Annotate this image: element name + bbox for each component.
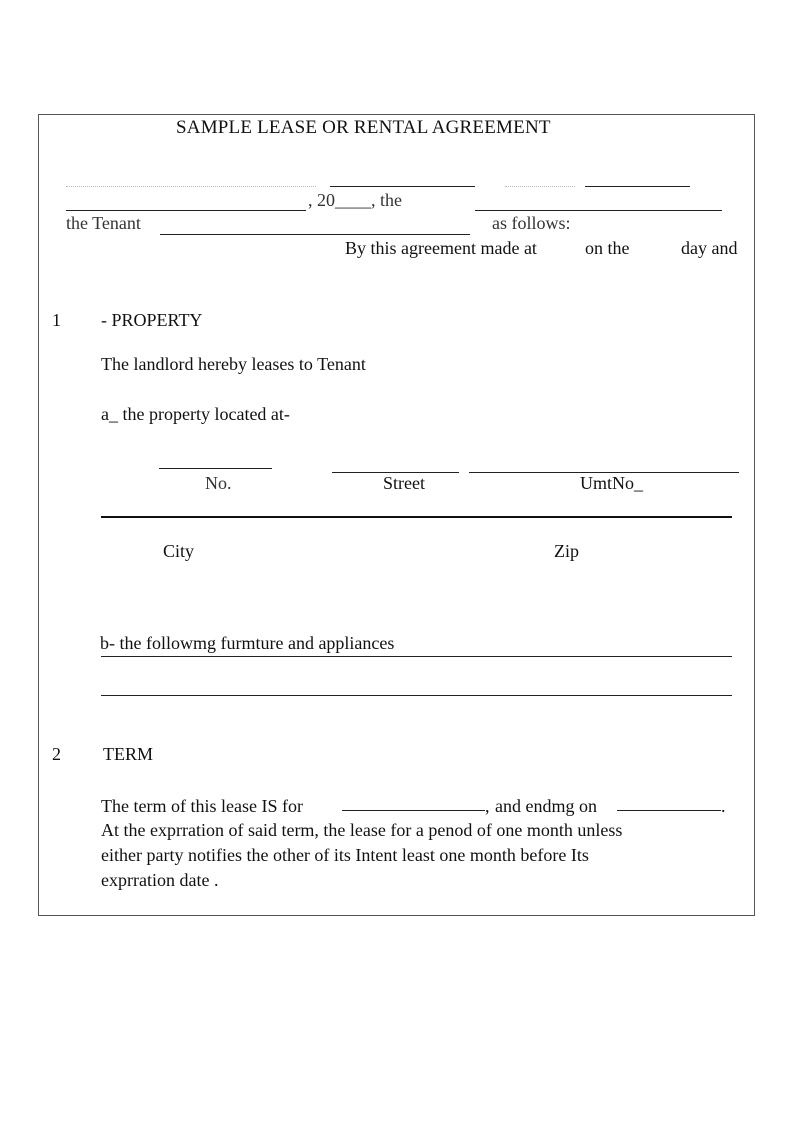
- day-and-label: day and: [681, 238, 738, 258]
- faded-blank-line: [505, 186, 575, 187]
- on-the-label: on the: [585, 238, 630, 258]
- furniture-appliances-label: b- the followmg furmture and appliances: [100, 633, 395, 653]
- city-zip-blank-line: [101, 516, 732, 518]
- term-start-text: The term of this lease IS for: [101, 796, 303, 816]
- furniture-blank-line: [101, 695, 732, 696]
- agreement-made-at: By this agreement made at: [345, 238, 537, 258]
- as-follows-label: as follows:: [492, 213, 571, 233]
- section-heading-property: - PROPERTY: [101, 310, 203, 330]
- blank-line: [585, 186, 690, 187]
- term-expiration-date-text: exprration date .: [101, 870, 219, 890]
- term-expiration-text: At the exprration of said term, the lease for a penod of one month unless: [101, 820, 623, 840]
- term-period: .: [721, 796, 726, 816]
- document-title: SAMPLE LEASE OR RENTAL AGREEMENT: [176, 117, 551, 138]
- end-date-blank-line: [617, 810, 721, 811]
- section-number: 1: [52, 310, 61, 330]
- tenant-label: the Tenant: [66, 213, 141, 233]
- street-label: Street: [383, 473, 425, 493]
- section-heading-term: TERM: [103, 744, 154, 764]
- term-length-blank-line: [342, 810, 485, 811]
- property-intro: The landlord hereby leases to Tenant: [101, 354, 366, 374]
- number-label: No.: [205, 473, 232, 493]
- term-notice-text: either party notifies the other of its Intent least one month before Its: [101, 845, 589, 865]
- term-comma: ,: [485, 796, 490, 816]
- property-located-at: a_ the property located at-: [101, 404, 290, 424]
- section-number: 2: [52, 744, 61, 764]
- blank-line: [330, 186, 475, 187]
- zip-label: Zip: [554, 541, 579, 561]
- number-blank-line: [159, 468, 272, 469]
- date-blank-line: [66, 210, 306, 211]
- landlord-blank-line: [475, 210, 722, 211]
- city-label: City: [163, 541, 195, 561]
- term-ending-text: and endmg on: [495, 796, 597, 816]
- furniture-blank-line: [101, 656, 732, 657]
- unit-label: UmtNo_: [580, 473, 643, 493]
- faded-blank-line: [66, 186, 316, 187]
- tenant-blank-line: [160, 234, 470, 235]
- year-label: , 20____, the: [308, 190, 402, 210]
